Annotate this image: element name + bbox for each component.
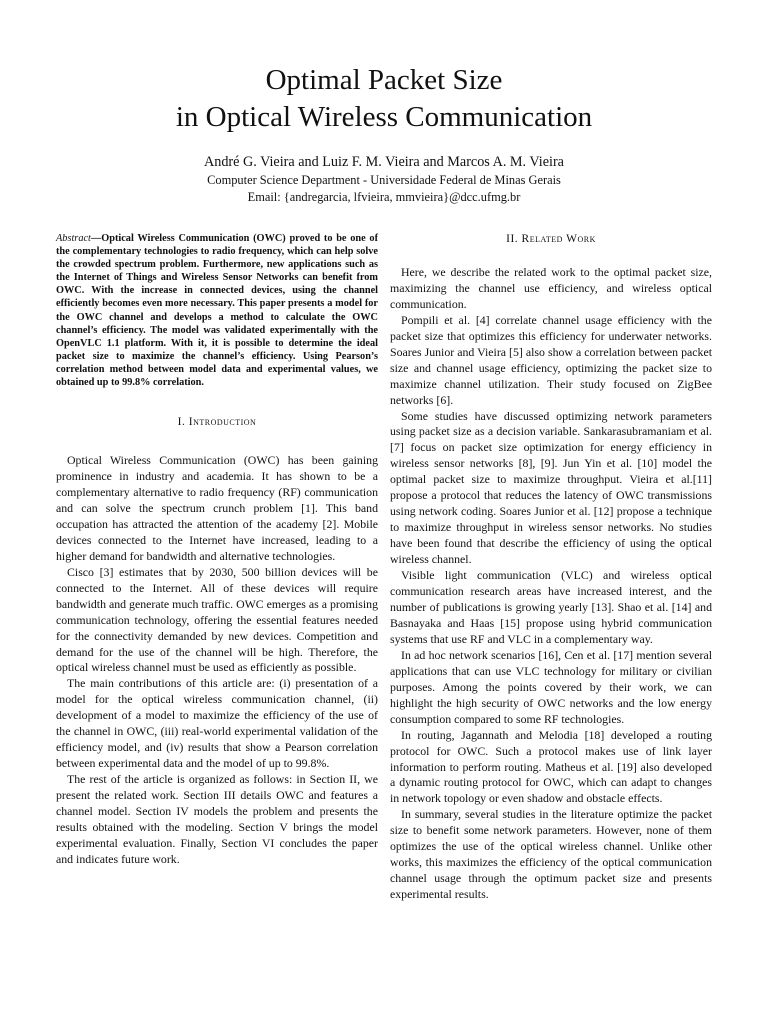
intro-paragraph-1: Optical Wireless Communication (OWC) has been gaining prominence in industry and academia. It has shown to be a complementary alternative to radio frequency (RF) communication and can solve the spectrum crunch problem [1]. This band occupation has attracted the attention of the academy [2]. Mobile devices connected to the Internet have increased, leading to a higher demand for bandwidth and alternative technologies. [56, 453, 378, 563]
section-number: II. [506, 233, 519, 245]
related-paragraph-3: Some studies have discussed optimizing network parameters using packet size as a decision variable. Sankarasubramaniam et al. [7] focus on packet size optimization for energy efficiency in wireless sensor networks [8], [9]. Jun Yin et al. [10] model the optimal packet size to maximize throughput. Vieira et al.[11] propose a protocol that reduces the latency of OWC transmissions using network coding. Soares Junior et al. [12] propose a technique to maximize throughput in wireless sensor networks. No studies have been found that describe the efficiency of using the optical wireless channel. [390, 408, 712, 567]
email-line: Email: {andregarcia, lfvieira, mmvieira}@dcc.ufmg.br [247, 190, 521, 204]
related-paragraph-2: Pompili et al. [4] correlate channel usage efficiency with the packet size that optimizes this efficiency for underwater networks. Soares Junior and Vieira [5] also show a correlation between packet size and channel usage efficiency, optimizing the packet size to maximize channel utilization. Their study focused on ZigBee networks [6]. [390, 312, 712, 407]
title-line-2: in Optical Wireless Communication [175, 101, 593, 133]
abstract-label: Abstract [56, 233, 91, 244]
left-column [56, 232, 378, 868]
affiliation: Computer Science Department - Universidade Federal de Minas Gerais [207, 173, 561, 187]
related-paragraph-4: Visible light communication (VLC) and wireless optical communication research areas have increased interest, and the number of publications is growing yearly [13]. Shao et al. [14] and Basnayaka and Haas [15] propose using hybrid communication systems that use RF and VLC in a complementary way. [390, 568, 712, 646]
intro-paragraph-2: Cisco [3] estimates that by 2030, 500 billion devices will be connected to the Internet. All of these devices will require bandwidth and generate much traffic. OWC emerges as a promising communication technology, offering the essential features needed for the connectivity demanded by new devices. Competition and demand for the use of the channel will be high. Therefore, the optical wireless channel must be used as efficiently as possible. [56, 564, 378, 675]
intro-paragraph-3: The main contributions of this article are: (i) presentation of a model for the optical wireless communication channel, (ii) development of a model to maximize the efficiency of the use of the channel in OWC, (iii) real-world experimental validation of the efficiency model, and (iv) results that show a Pearson correlation between experimental data and the model of up to 99.8%. [56, 676, 378, 771]
title-line-1: Optimal Packet Size [265, 64, 503, 96]
right-column [390, 232, 712, 903]
intro-paragraph-4: The rest of the article is organized as follows: in Section II, we present the related work. Section III details OWC and features a channel model. Section IV models the problem and presents the results obtained with the modeling. Section V brings the model experimental evaluation. Finally, Section VI concludes the paper and indicates future work. [56, 772, 378, 866]
paper-title [0, 62, 768, 136]
related-paragraph-7: In summary, several studies in the literature optimize the packet size to benefit some network parameters. However, none of them optimizes the use of the optical wireless channel. Unlike other works, this maximizes the efficiency of the optical communication channel usage through the optimum packet size and presents experimental results. [390, 807, 712, 902]
section-title: Introduction [188, 416, 257, 429]
abstract-dash: — [90, 233, 102, 244]
section-heading-introduction [56, 415, 378, 431]
related-paragraph-1: Here, we describe the related work to the optimal packet size, maximizing the channel use efficiency, and wireless optical communication. [390, 264, 712, 311]
section-number: I. [177, 416, 186, 429]
section-heading-related-work [390, 232, 712, 248]
related-paragraph-6: In routing, Jagannath and Melodia [18] developed a routing protocol for OWC. Such a protocol makes use of link layer information to perform routing. Matheus et al. [19] also developed a dynamic routing protocol for OWC, which can adapt to changes in network topology or even shadow and obstacle effects. [390, 727, 712, 806]
section-title: Related Work [521, 233, 596, 245]
related-paragraph-5: In ad hoc network scenarios [16], Cen et al. [17] mention several applications that can use VLC technology for military or civilian purposes. Among the points covered by their work, we can highlight the high security of OWC networks and the low energy consumption compared to some RF technologies. [390, 647, 712, 726]
abstract-text: Optical Wireless Communication (OWC) proved to be one of the complementary technologies to radio frequency, which can help solve the crowded spectrum problem. Furthermore, new applications such as the Internet of Things and Wireless Sensor Networks can benefit from OWC. With the increase in connected devices, using the channel efficiently becomes even more necessary. This paper presents a model for the OWC channel and develops a method to calculate the OWC channel’s efficiency. The model was validated experimentally with the OpenVLC 1.1 platform. With it, it is possible to determine the ideal packet size to maximize the channel’s efficiency. Using Pearson’s correlation method between model data and experimental values, we obtained up to 99.8% correlation. [56, 233, 378, 389]
abstract [56, 232, 378, 389]
author-list: André G. Vieira and Luiz F. M. Vieira and Marcos A. M. Vieira [204, 154, 564, 170]
